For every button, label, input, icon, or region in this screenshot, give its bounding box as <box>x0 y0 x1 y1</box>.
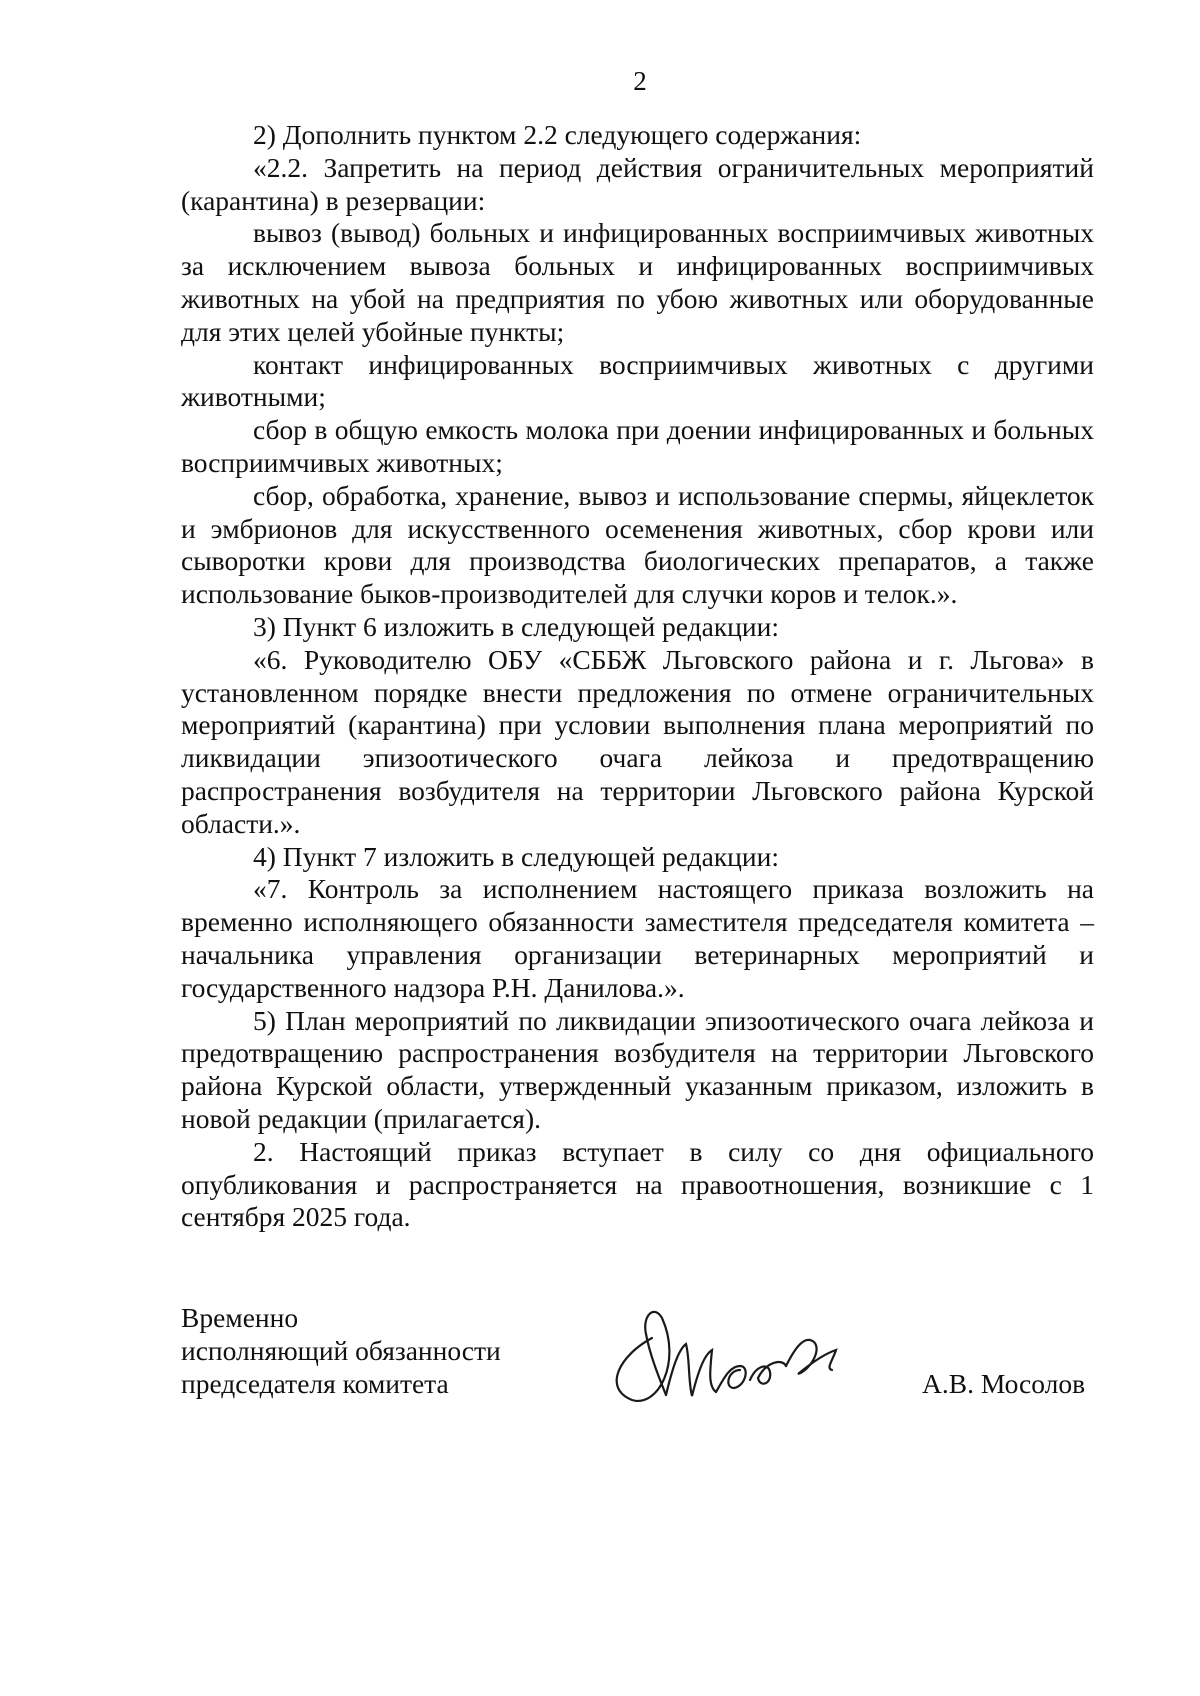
paragraph: сбор, обработка, хранение, вывоз и использование спермы, яйцеклеток и эмбрионов для искусственного осеменения животных, сбор крови или сыворотки крови для производства биологических препаратов, а также использование быков-производителей для случки коров и телок.». <box>181 479 1094 610</box>
paragraph: 3) Пункт 6 изложить в следующей редакции: <box>253 610 779 642</box>
paragraph: «2.2. Запретить на период действия ограничительных мероприятий (карантина) в резервации: <box>181 151 1094 216</box>
handwritten-signature <box>600 1300 870 1410</box>
paragraph: «6. Руководителю ОБУ «СББЖ Льговского района и г. Льгова» в установленном порядке внести предложения по отмене ограничительных мероприятий (карантина) при условии выполнения плана мероприятий по ликвидации эпизоотического очага лейкоза и предотвращению распространения возбудителя на территории Льговского района Курской области.». <box>181 643 1094 839</box>
document-body <box>181 119 1094 1234</box>
signatory-name: А.В. Мосолов <box>922 1368 1086 1399</box>
paragraph: 2) Дополнить пунктом 2.2 следующего содержания: <box>253 119 862 150</box>
paragraph: «7. Контроль за исполнением настоящего приказа возложить на временно исполняющего обязанности заместителя председателя комитета – начальника управления организации ветеринарных мероприятий и государственного надзора Р.Н. Данилова.». <box>181 873 1094 1003</box>
signatory-position-line: председателя комитета <box>181 1368 449 1399</box>
signatory-position <box>181 1301 501 1400</box>
page-number: 2 <box>633 66 647 96</box>
signatory-position-line: Временно <box>181 1302 299 1333</box>
paragraph: 4) Пункт 7 изложить в следующей редакции: <box>253 840 779 872</box>
paragraph: контакт инфицированных восприимчивых животных с другими животными; <box>181 348 1094 413</box>
signatory-position-line: исполняющий обязанности <box>181 1335 501 1366</box>
paragraph: сбор в общую емкость молока при доении инфицированных и больных восприимчивых животных; <box>181 414 1094 478</box>
paragraph: вывоз (вывод) больных и инфицированных восприимчивых животных за исключением вывоза больных и инфицированных восприимчивых животных на убой на предприятия по убою животных или оборудованные для этих целей убойные пункты; <box>181 217 1094 347</box>
paragraph: 2. Настоящий приказ вступает в силу со дня официального опубликования и распространяется на правоотношения, возникшие с 1 сентября 2025 года. <box>181 1135 1094 1233</box>
paragraph: 5) План мероприятий по ликвидации эпизоотического очага лейкоза и предотвращению распространения возбудителя на территории Льговского района Курской области, утвержденный указанным приказом, изложить в новой редакции (прилагается). <box>181 1004 1094 1134</box>
